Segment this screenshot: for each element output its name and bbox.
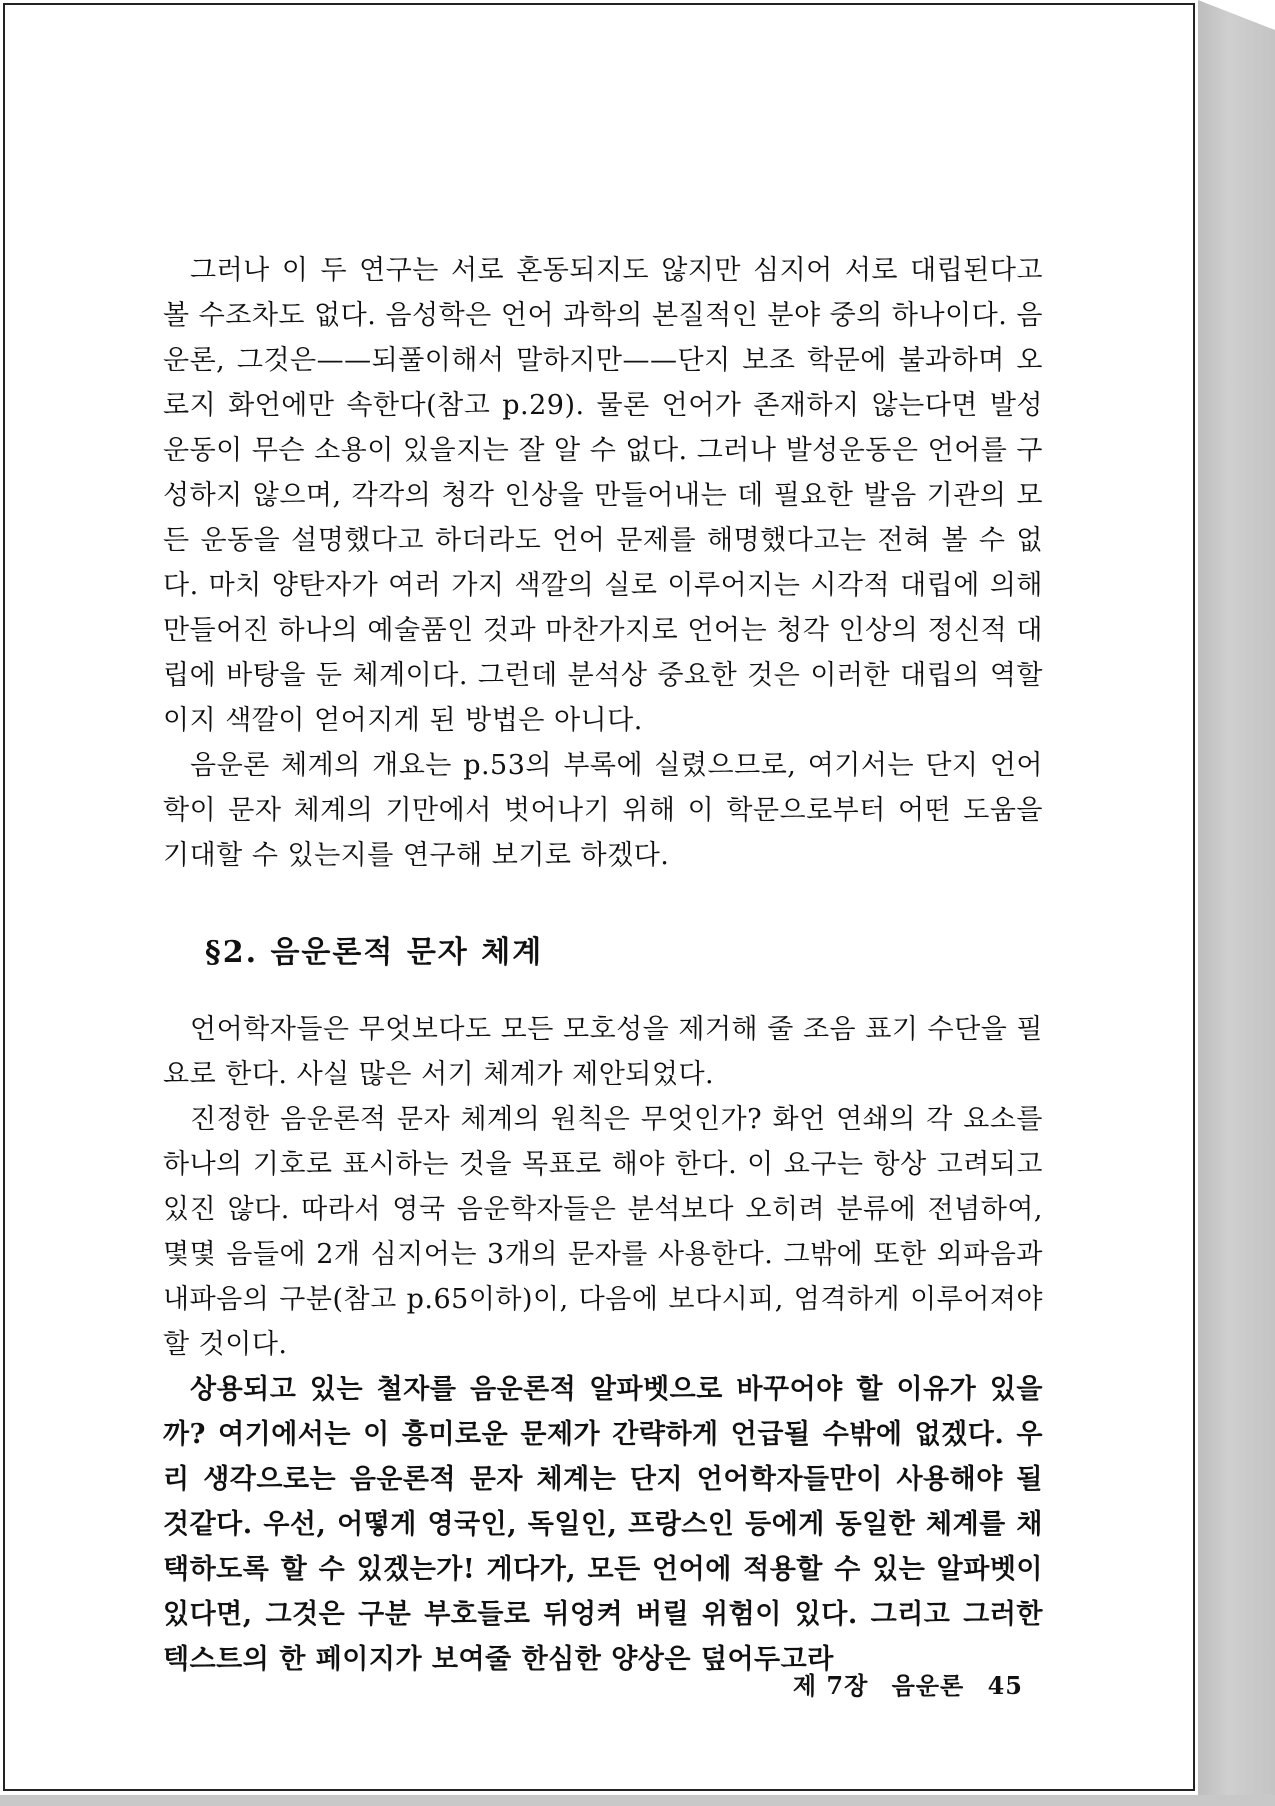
footer-chapter: 제 7장 [792,1671,869,1700]
paragraph-1: 그러나 이 두 연구는 서로 혼동되지도 않지만 심지어 서로 대립된다고 볼 수조차도 없다. 음성학은 언어 과학의 본질적인 분야 중의 하나이다. 음운론, 그것은——되풀이해서 말하지만——단지 보조 학문에 불과하며 오로지 화언에만 속한다(참고 p.29). 물론 언어가 존재하지 않는다면 발성 운동이 무슨 소용이 있을지는 잘 알 수 없다. 그러나 발성운동은 언어를 구성하지 않으며, 각각의 청각 인상을 만들어내는 데 필요한 발음 기관의 모든 운동을 설명했다고 하더라도 언어 문제를 해명했다고는 전혀 볼 수 없다. 마치 양탄자가 여러 가지 색깔의 실로 이루어지는 시각적 대립에 의해 만들어진 하나의 예술품인 것과 마찬가지로 언어는 청각 인상의 정신적 대립에 바탕을 둔 체계이다. 그런데 분석상 중요한 것은 이러한 대립의 역할이지 색깔이 얻어지게 된 방법은 아니다. [163,255,1043,736]
paragraph-4: 진정한 음운론적 문자 체계의 원칙은 무엇인가? 화언 연쇄의 각 요소를 하나의 기호로 표시하는 것을 목표로 해야 한다. 이 요구는 항상 고려되고 있진 않다. 따라서 영국 음운학자들은 분석보다 오히려 분류에 전념하여, 몇몇 음들에 2개 심지어는 3개의 문자를 사용한다. 그밖에 또한 외파음과 내파음의 구분(참고 p.65이하)이, 다음에 보다시피, 엄격하게 이루어져야 할 것이다. [163,1104,1043,1360]
section-2-body [163,1007,1043,1682]
section-heading: §2. 음운론적 문자 체계 [205,935,544,970]
book-edge-bottom [0,1795,1275,1806]
book-page [3,3,1195,1791]
paragraph-5: 상용되고 있는 철자를 음운론적 알파벳으로 바꾸어야 할 이유가 있을까? 여기에서는 이 흥미로운 문제가 간략하게 언급될 수밖에 없겠다. 우리 생각으로는 음운론적 문자 체계는 단지 언어학자들만이 사용해야 될 것같다. 우선, 어떻게 영국인, 독일인, 프랑스인 등에게 동일한 체계를 채택하도록 할 수 있겠는가! 게다가, 모든 언어에 적용할 수 있는 알파벳이 있다면, 그것은 구분 부호들로 뒤엉켜 버릴 위험이 있다. 그리고 그러한 텍스트의 한 페이지가 보여줄 한심한 양상은 덮어두고라 [163,1374,1043,1675]
footer-title: 음운론 [891,1671,965,1700]
book-edge-right [1198,0,1275,1806]
page-number: 45 [987,1671,1023,1700]
paragraph-3: 언어학자들은 무엇보다도 모든 모호성을 제거해 줄 조음 표기 수단을 필요로 한다. 사실 많은 서기 체계가 제안되었다. [163,1014,1043,1090]
running-footer [779,1666,1023,1701]
section-1-body [163,248,1043,878]
paragraph-2: 음운론 체계의 개요는 p.53의 부록에 실렸으므로, 여기서는 단지 언어학이 문자 체계의 기만에서 벗어나기 위해 이 학문으로부터 어떤 도움을 기대할 수 있는지를 연구해 보기로 하겠다. [163,750,1043,871]
